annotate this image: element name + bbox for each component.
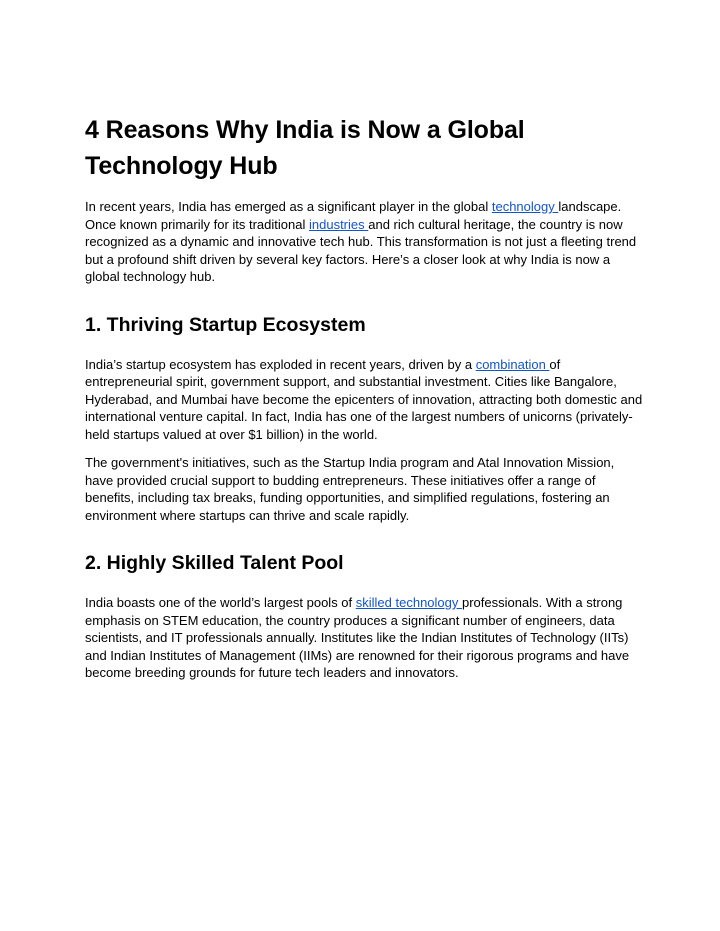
startup-p1-text-end: of entrepreneurial spirit, government support, and substantial investment. Cities like Bangalore, Hyderabad, and Mumbai have become the epicenters of innovation, attracting both domestic and international venture capital. In fact, India has one of the largest numbers of unicorns (privately-held startups valued at over $1 billion) in the world. xyxy=(85,356,643,442)
talent-p1-text-start: India boasts one of the world’s largest pools of xyxy=(85,595,356,610)
combination-link[interactable]: combination xyxy=(475,356,550,372)
startup-paragraph-1 xyxy=(85,356,645,444)
section-heading-talent-pool: 2. Highly Skilled Talent Pool xyxy=(85,552,344,574)
industries-link[interactable]: industries xyxy=(308,216,369,232)
talent-paragraph-1 xyxy=(85,594,645,682)
document-page xyxy=(85,112,645,682)
startup-p1-text-start: India’s startup ecosystem has exploded in recent years, driven by a xyxy=(85,356,476,372)
startup-paragraph-2: The government's initiatives, such as the Startup India program and Atal Innovation Mission, have provided crucial support to budding entrepreneurs. These initiatives offer a range of benefits, including tax breaks, funding opportunities, and simplified regulations, fostering an environment where startups can thrive and scale rapidly. xyxy=(85,455,615,523)
intro-text-end: and rich cultural heritage, the country is now recognized as a dynamic and innovative tech hub. This transformation is not just a fleeting trend but a profound shift driven by several key factors. Here’s a closer look at why India is now a global technology hub. xyxy=(85,216,637,284)
intro-text-middle: landscape. Once known primarily for its traditional xyxy=(85,199,622,232)
talent-p1-text-end: professionals. With a strong emphasis on STEM education, the country produces a significant number of engineers, data scientists, and IT professionals annually. Institutes like the Indian Institutes of Technology (IITs) and Indian Institutes of Management (IIMs) are renowned for their rigorous programs and have become breeding grounds for future tech leaders and innovators. xyxy=(85,595,630,680)
skilled-technology-link[interactable]: skilled technology xyxy=(355,595,462,610)
intro-paragraph xyxy=(85,198,645,286)
intro-text-start: In recent years, India has emerged as a significant player in the global xyxy=(85,199,492,214)
section-heading-startup-ecosystem: 1. Thriving Startup Ecosystem xyxy=(85,313,366,336)
article-title: 4 Reasons Why India is Now a Global Technology Hub xyxy=(85,116,525,180)
technology-link[interactable]: technology xyxy=(491,199,559,214)
